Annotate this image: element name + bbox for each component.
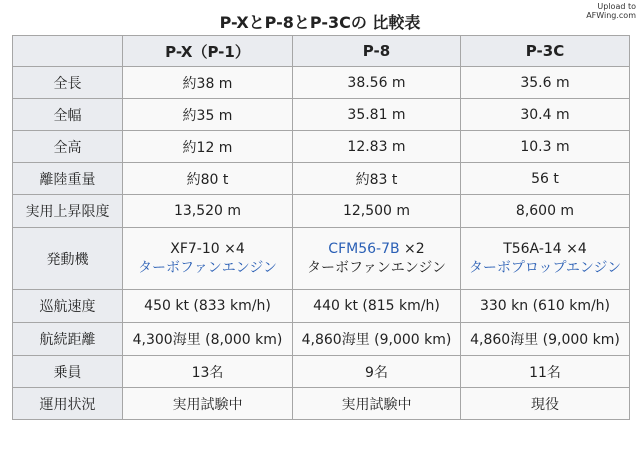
table-row <box>13 323 630 356</box>
table-cell: 4,860海里 (9,000 km) <box>293 323 461 356</box>
engine-count: ×4 <box>561 240 587 257</box>
engine-model: XF7-10 <box>170 240 220 257</box>
table-cell: 13名 <box>123 356 293 388</box>
table-cell: 約83 t <box>293 163 461 195</box>
engine-model: T56A-14 <box>503 240 562 257</box>
table-cell: 35.6 m <box>461 67 630 99</box>
table-cell: 4,300海里 (8,000 km) <box>123 323 293 356</box>
watermark-line1: Upload to <box>597 2 636 11</box>
table-cell: 35.81 m <box>293 99 461 131</box>
table-cell: 約12 m <box>123 131 293 163</box>
table-cell: 38.56 m <box>293 67 461 99</box>
row-label: 巡航速度 <box>13 290 123 323</box>
table-cell: 10.3 m <box>461 131 630 163</box>
header-corner <box>13 36 123 67</box>
table-cell-engine <box>123 228 293 290</box>
engine-count: ×4 <box>219 240 245 257</box>
table-row <box>13 195 630 228</box>
page-title: P-XとP-8とP-3Cの 比較表 <box>219 13 421 32</box>
engine-type-link[interactable]: ターボファンエンジン <box>137 259 278 276</box>
row-label: 全長 <box>13 67 123 99</box>
table-cell: 実用試験中 <box>293 388 461 420</box>
table-cell: 13,520 m <box>123 195 293 228</box>
header-p3c: P-3C <box>461 36 630 67</box>
comparison-table <box>12 35 630 420</box>
header-px: P-X（P-1） <box>123 36 293 67</box>
row-label: 実用上昇限度 <box>13 195 123 228</box>
table-row <box>13 163 630 195</box>
engine-count: ×2 <box>399 240 425 257</box>
row-label: 全高 <box>13 131 123 163</box>
table-row <box>13 67 630 99</box>
row-label: 発動機 <box>13 228 123 290</box>
table-cell: 4,860海里 (9,000 km) <box>461 323 630 356</box>
table-row <box>13 388 630 420</box>
table-row-engine <box>13 228 630 290</box>
table-cell: 9名 <box>293 356 461 388</box>
table-row <box>13 99 630 131</box>
table-cell: 450 kt (833 km/h) <box>123 290 293 323</box>
table-cell: 56 t <box>461 163 630 195</box>
header-p8: P-8 <box>293 36 461 67</box>
table-cell: 11名 <box>461 356 630 388</box>
engine-type: ターボファンエンジン <box>306 259 447 276</box>
row-label: 航続距離 <box>13 323 123 356</box>
table-cell: 約38 m <box>123 67 293 99</box>
row-label: 離陸重量 <box>13 163 123 195</box>
table-cell: 実用試験中 <box>123 388 293 420</box>
table-cell: 8,600 m <box>461 195 630 228</box>
table-cell: 12.83 m <box>293 131 461 163</box>
watermark-line2: AFWing.com <box>586 11 636 20</box>
table-cell: 約80 t <box>123 163 293 195</box>
engine-type-link[interactable]: ターボプロップエンジン <box>468 259 622 276</box>
table-cell: 30.4 m <box>461 99 630 131</box>
table-cell-engine <box>461 228 630 290</box>
table-cell: 約35 m <box>123 99 293 131</box>
table-cell: 現役 <box>461 388 630 420</box>
table-row <box>13 356 630 388</box>
table-row <box>13 290 630 323</box>
table-cell: 330 kn (610 km/h) <box>461 290 630 323</box>
row-label: 運用状況 <box>13 388 123 420</box>
engine-model-link[interactable]: CFM56-7B <box>328 240 400 257</box>
row-label: 全幅 <box>13 99 123 131</box>
table-cell: 440 kt (815 km/h) <box>293 290 461 323</box>
table-cell-engine <box>293 228 461 290</box>
row-label: 乗員 <box>13 356 123 388</box>
table-cell: 12,500 m <box>293 195 461 228</box>
table-row <box>13 131 630 163</box>
header-row <box>13 36 630 67</box>
